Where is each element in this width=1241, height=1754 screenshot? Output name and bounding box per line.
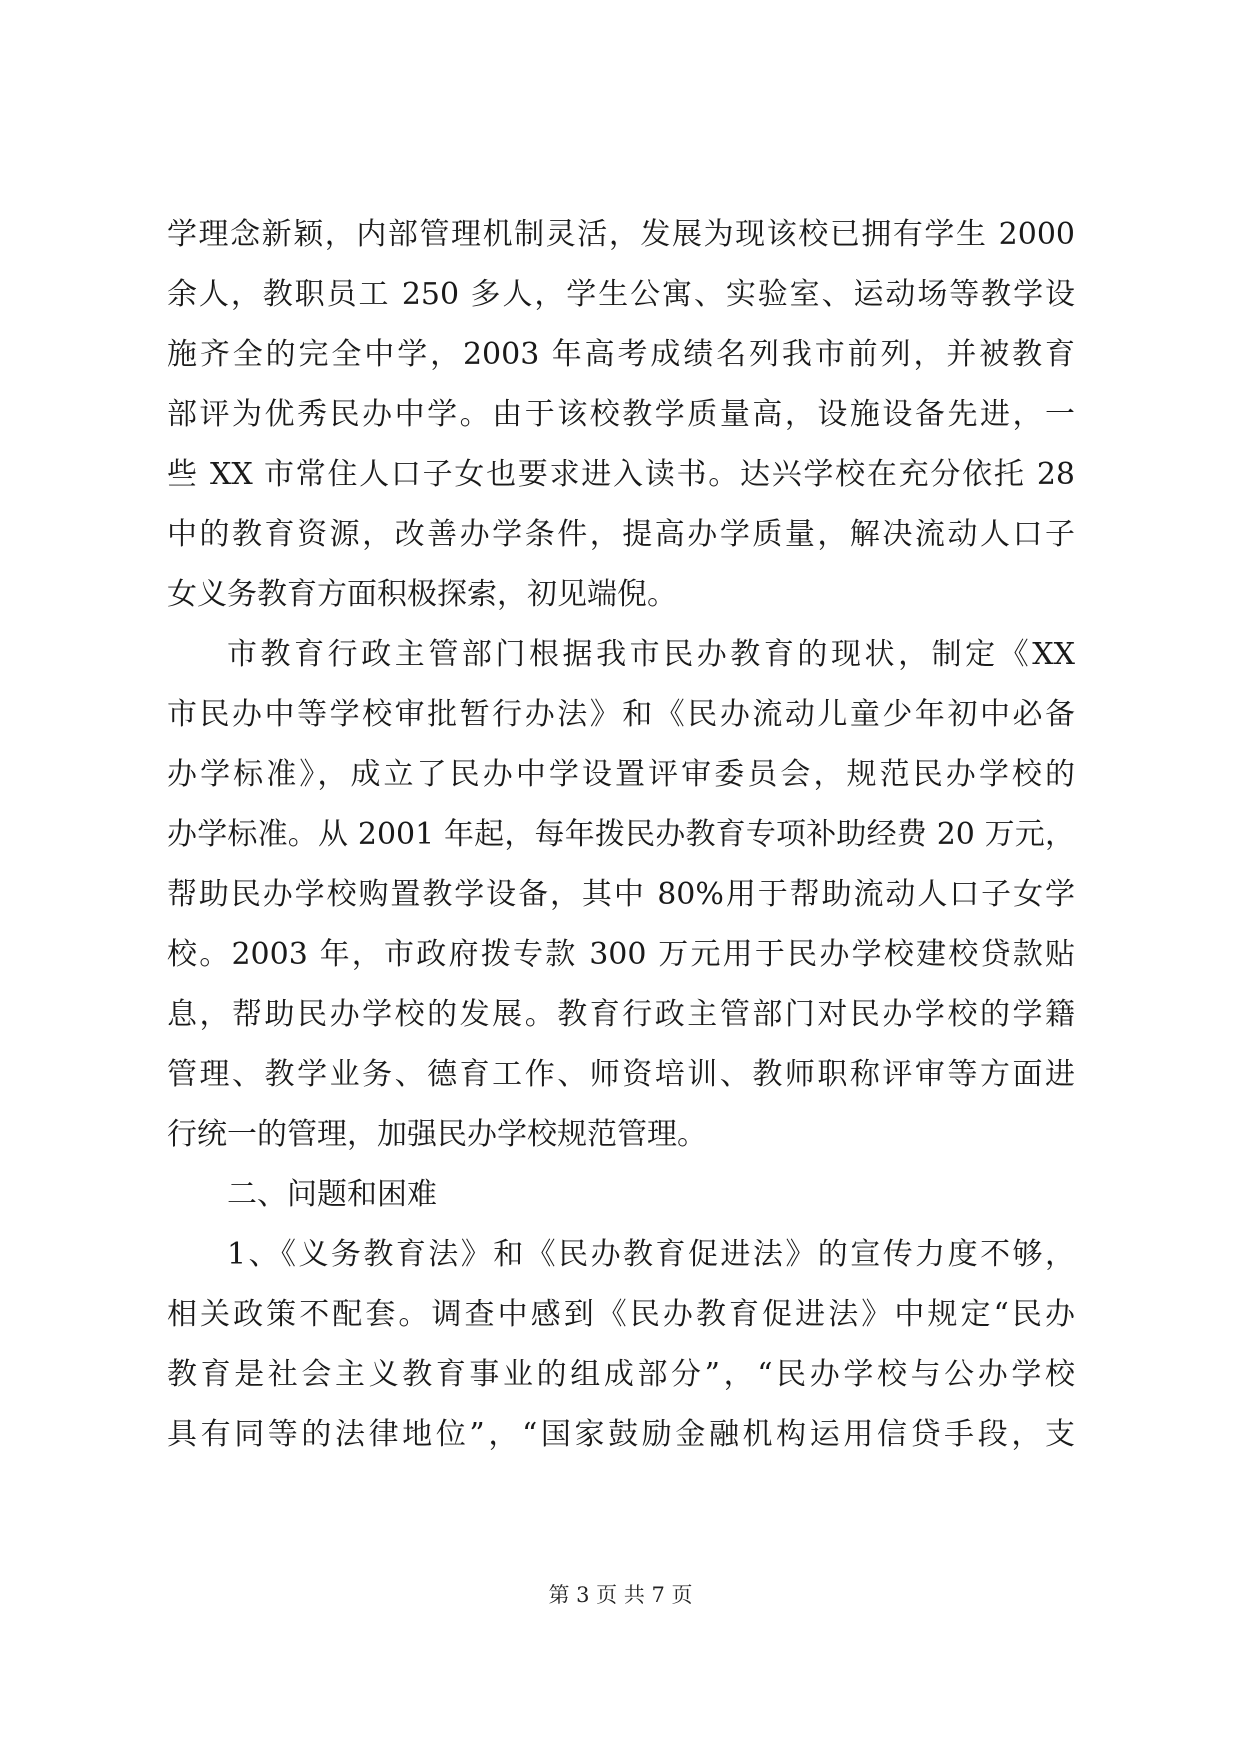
text-line: 办学标准。从 2001 年起，每年拨民办教育专项补助经费 20 万元， — [167, 817, 1075, 852]
text-line: 部评为优秀民办中学。由于该校教学质量高，设施设备先进，一 — [167, 397, 1075, 432]
text-line: 具有同等的法律地位”，“国家鼓励金融机构运用信贷手段，支 — [167, 1417, 1075, 1452]
text-line: 办学标准》，成立了民办中学设置评审委员会，规范民办学校的 — [167, 757, 1075, 792]
text-line: 相关政策不配套。调查中感到《民办教育促进法》中规定“民办 — [167, 1297, 1075, 1332]
text-line: 中的教育资源，改善办学条件，提高办学质量，解决流动人口子 — [167, 517, 1075, 552]
text-line: 息，帮助民办学校的发展。教育行政主管部门对民办学校的学籍 — [167, 997, 1075, 1032]
text-line: 余人，教职员工 250 多人，学生公寓、实验室、运动场等教学设 — [167, 277, 1075, 312]
text-line: 学理念新颖，内部管理机制灵活，发展为现该校已拥有学生 2000 — [167, 217, 1075, 252]
text-line: 教育是社会主义教育事业的组成部分”，“民办学校与公办学校 — [167, 1357, 1075, 1392]
text-line: 管理、教学业务、德育工作、师资培训、教师职称评审等方面进 — [167, 1057, 1075, 1092]
text-line: 市民办中等学校审批暂行办法》和《民办流动儿童少年初中必备 — [167, 697, 1075, 732]
text-line: 施齐全的完全中学，2003 年高考成绩名列我市前列，并被教育 — [167, 337, 1075, 372]
text-line: 市教育行政主管部门根据我市民办教育的现状，制定《XX — [227, 637, 1075, 672]
section-heading: 二、问题和困难 — [227, 1177, 437, 1212]
text-line: 校。2003 年，市政府拨专款 300 万元用于民办学校建校贷款贴 — [167, 937, 1075, 972]
text-line: 帮助民办学校购置教学设备，其中 80%用于帮助流动人口子女学 — [167, 877, 1075, 912]
page-number-footer: 第 3 页 共 7 页 — [548, 1583, 693, 1607]
document-body — [167, 205, 1075, 1465]
text-line: 1、《义务教育法》和《民办教育促进法》的宣传力度不够， — [227, 1237, 1075, 1272]
text-line: 行统一的管理，加强民办学校规范管理。 — [167, 1117, 707, 1152]
text-line: 女义务教育方面积极探索，初见端倪。 — [167, 577, 677, 612]
text-line: 些 XX 市常住人口子女也要求进入读书。达兴学校在充分依托 28 — [167, 457, 1075, 492]
